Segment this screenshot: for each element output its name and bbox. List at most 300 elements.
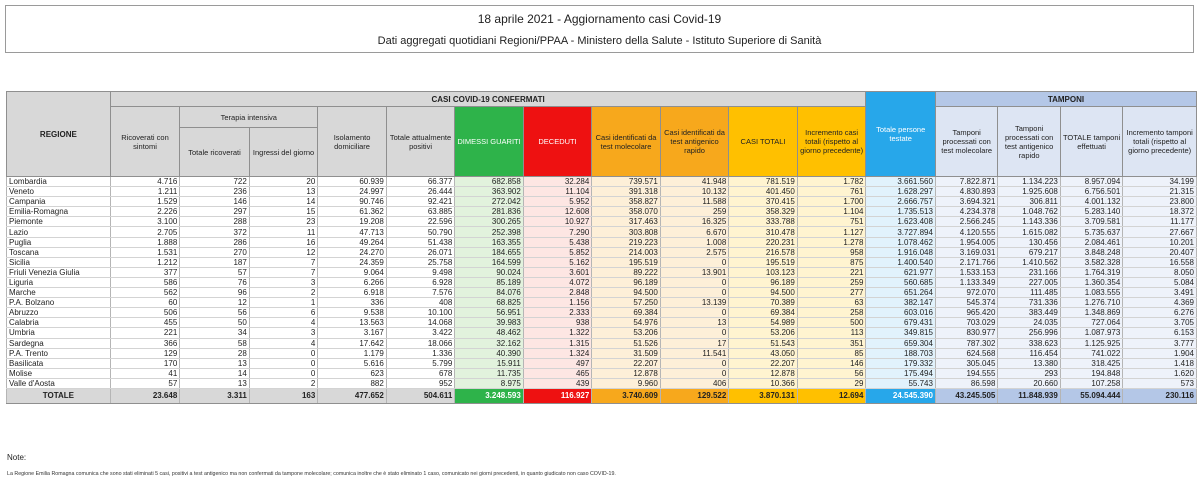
- total-cell: 12.694: [797, 388, 866, 403]
- total-cell: 3.248.593: [455, 388, 524, 403]
- table-cell: 14: [249, 197, 318, 207]
- total-cell: 230.116: [1123, 388, 1197, 403]
- table-cell: 195.519: [592, 257, 661, 267]
- table-cell: 48.462: [455, 328, 524, 338]
- table-cell: 573: [1123, 378, 1197, 388]
- column-header-persone-testate: Totale persone testate: [866, 92, 936, 177]
- table-cell: 3: [249, 277, 318, 287]
- table-cell: 1.418: [1123, 358, 1197, 368]
- table-cell: 4.072: [523, 277, 592, 287]
- table-cell: 0: [660, 257, 729, 267]
- table-cell: 22.207: [729, 358, 798, 368]
- table-cell: 129: [110, 348, 180, 358]
- region-name-cell: Liguria: [7, 277, 111, 287]
- table-cell: 4.830.893: [935, 187, 997, 197]
- table-cell: 2.848: [523, 288, 592, 298]
- table-cell: 1.315: [523, 338, 592, 348]
- total-cell: 3.311: [180, 388, 250, 403]
- column-header-regione: REGIONE: [7, 92, 111, 177]
- table-row: [7, 197, 1197, 207]
- table-row: [7, 338, 1197, 348]
- table-cell: 7.576: [386, 288, 455, 298]
- table-cell: 231.166: [998, 267, 1060, 277]
- region-name-cell: Basilicata: [7, 358, 111, 368]
- table-cell: 305.045: [935, 358, 997, 368]
- table-cell: 214.003: [592, 247, 661, 257]
- table-cell: 53.206: [729, 328, 798, 338]
- table-cell: 3.169.031: [935, 247, 997, 257]
- table-cell: 358.329: [729, 207, 798, 217]
- table-cell: 2.705: [110, 227, 180, 237]
- report-header: [5, 5, 1194, 53]
- table-cell: 11.735: [455, 368, 524, 378]
- table-cell: 51.543: [729, 338, 798, 348]
- table-cell: 0: [249, 368, 318, 378]
- table-cell: 219.223: [592, 237, 661, 247]
- table-cell: 28: [180, 348, 250, 358]
- table-cell: 1.087.973: [1060, 328, 1122, 338]
- table-row: [7, 348, 1197, 358]
- table-cell: 1.133.349: [935, 277, 997, 287]
- table-cell: 406: [660, 378, 729, 388]
- table-cell: 938: [523, 318, 592, 328]
- table-row: [7, 318, 1197, 328]
- table-cell: 13: [180, 378, 250, 388]
- table-cell: 4.234.378: [935, 207, 997, 217]
- table-row: [7, 227, 1197, 237]
- table-cell: 455: [110, 318, 180, 328]
- table-cell: 439: [523, 378, 592, 388]
- table-cell: 5.799: [386, 358, 455, 368]
- column-header-tamponi-incremento: Incremento tamponi totali (rispetto al giorno precedente): [1123, 107, 1197, 177]
- table-cell: 85: [797, 348, 866, 358]
- table-cell: 1.083.555: [1060, 288, 1122, 298]
- table-cell: 965.420: [935, 308, 997, 318]
- region-name-cell: Molise: [7, 368, 111, 378]
- table-cell: 8.050: [1123, 267, 1197, 277]
- table-cell: 10.927: [523, 217, 592, 227]
- region-name-cell: P.A. Trento: [7, 348, 111, 358]
- table-cell: 623: [318, 368, 387, 378]
- table-cell: 7.822.871: [935, 177, 997, 187]
- table-cell: 6.918: [318, 288, 387, 298]
- table-cell: 1.008: [660, 237, 729, 247]
- table-cell: 1.276.710: [1060, 298, 1122, 308]
- region-name-cell: P.A. Bolzano: [7, 298, 111, 308]
- table-cell: 1.322: [523, 328, 592, 338]
- table-cell: 5.438: [523, 237, 592, 247]
- table-cell: 952: [386, 378, 455, 388]
- table-cell: 678: [386, 368, 455, 378]
- table-cell: 3: [249, 328, 318, 338]
- table-cell: 221: [797, 267, 866, 277]
- table-cell: 603.016: [866, 308, 936, 318]
- table-cell: 259: [797, 277, 866, 287]
- table-cell: 85.189: [455, 277, 524, 287]
- table-cell: 5.952: [523, 197, 592, 207]
- table-cell: 3.705: [1123, 318, 1197, 328]
- table-cell: 256.996: [998, 328, 1060, 338]
- region-name-cell: Toscana: [7, 247, 111, 257]
- table-cell: 1.925.608: [998, 187, 1060, 197]
- table-cell: 63.885: [386, 207, 455, 217]
- total-cell: 477.652: [318, 388, 387, 403]
- table-cell: 1.700: [797, 197, 866, 207]
- table-cell: 281.836: [455, 207, 524, 217]
- table-cell: 1.533.153: [935, 267, 997, 277]
- table-cell: 41.948: [660, 177, 729, 187]
- table-cell: 53.206: [592, 328, 661, 338]
- column-header-ricoverati: Ricoverati con sintomi: [110, 107, 180, 177]
- total-cell: 43.245.505: [935, 388, 997, 403]
- table-cell: 545.374: [935, 298, 997, 308]
- table-cell: 179.332: [866, 358, 936, 368]
- table-cell: 363.902: [455, 187, 524, 197]
- table-cell: 6.670: [660, 227, 729, 237]
- table-cell: 103.123: [729, 267, 798, 277]
- table-cell: 306.811: [998, 197, 1060, 207]
- table-cell: 751: [797, 217, 866, 227]
- total-cell: 163: [249, 388, 318, 403]
- table-cell: 318.425: [1060, 358, 1122, 368]
- table-cell: 2.566.245: [935, 217, 997, 227]
- table-cell: 17: [660, 338, 729, 348]
- table-cell: 12.878: [592, 368, 661, 378]
- table-cell: 17.642: [318, 338, 387, 348]
- table-cell: 227.005: [998, 277, 1060, 287]
- table-cell: 391.318: [592, 187, 661, 197]
- table-cell: 679.217: [998, 247, 1060, 257]
- table-cell: 12.608: [523, 207, 592, 217]
- table-row: [7, 308, 1197, 318]
- table-cell: 787.302: [935, 338, 997, 348]
- table-cell: 351: [797, 338, 866, 348]
- table-cell: 1.212: [110, 257, 180, 267]
- table-cell: 1.179: [318, 348, 387, 358]
- table-cell: 22.207: [592, 358, 661, 368]
- table-cell: 2.226: [110, 207, 180, 217]
- table-cell: 3.777: [1123, 338, 1197, 348]
- table-cell: 170: [110, 358, 180, 368]
- column-header-tamponi-antigenico: Tamponi processati con test antigenico rapido: [998, 107, 1060, 177]
- table-cell: 303.808: [592, 227, 661, 237]
- table-cell: 288: [180, 217, 250, 227]
- table-cell: 5.084: [1123, 277, 1197, 287]
- total-cell: 504.611: [386, 388, 455, 403]
- table-cell: 5.735.637: [1060, 227, 1122, 237]
- table-cell: 216.578: [729, 247, 798, 257]
- table-cell: 0: [660, 328, 729, 338]
- table-row: [7, 358, 1197, 368]
- table-cell: 84.076: [455, 288, 524, 298]
- table-cell: 3.100: [110, 217, 180, 227]
- table-cell: 2.171.766: [935, 257, 997, 267]
- table-cell: 1.156: [523, 298, 592, 308]
- table-cell: 5.616: [318, 358, 387, 368]
- table-cell: 703.029: [935, 318, 997, 328]
- region-name-cell: Piemonte: [7, 217, 111, 227]
- table-cell: 0: [660, 308, 729, 318]
- table-cell: 727.064: [1060, 318, 1122, 328]
- table-cell: 3.601: [523, 267, 592, 277]
- table-cell: 1.531: [110, 247, 180, 257]
- table-cell: 1.143.336: [998, 217, 1060, 227]
- table-cell: 293: [998, 368, 1060, 378]
- report-subtitle: Dati aggregati quotidiani Regioni/PPAA - Ministero della Salute - Istituto Superiore di Sanità: [377, 35, 822, 47]
- region-name-cell: Sardegna: [7, 338, 111, 348]
- table-cell: 22.596: [386, 217, 455, 227]
- table-cell: 370.415: [729, 197, 798, 207]
- table-cell: 47.713: [318, 227, 387, 237]
- table-cell: 972.070: [935, 288, 997, 298]
- table-cell: 259: [660, 207, 729, 217]
- table-cell: 54.976: [592, 318, 661, 328]
- table-cell: 1.954.005: [935, 237, 997, 247]
- table-cell: 300.265: [455, 217, 524, 227]
- total-cell: 3.870.131: [729, 388, 798, 403]
- table-cell: 333.788: [729, 217, 798, 227]
- table-cell: 34.199: [1123, 177, 1197, 187]
- table-cell: 113: [797, 328, 866, 338]
- table-cell: 16: [249, 237, 318, 247]
- table-cell: 194.555: [935, 368, 997, 378]
- table-cell: 69.384: [729, 308, 798, 318]
- table-cell: 9.064: [318, 267, 387, 277]
- table-cell: 739.571: [592, 177, 661, 187]
- table-cell: 40.390: [455, 348, 524, 358]
- table-cell: 56: [180, 308, 250, 318]
- table-cell: 1.764.319: [1060, 267, 1122, 277]
- column-header-ti-ingressi: Ingressi del giorno: [249, 128, 318, 177]
- table-cell: 317.463: [592, 217, 661, 227]
- table-cell: 11.177: [1123, 217, 1197, 227]
- note-text: La Regione Emilia Romagna comunica che sono stati eliminati 5 casi, positivi a test antigenico ma non confermati da tampone molecolare; comunica inoltre che è stato eliminato 1 caso, comunicato nei giorni precedenti, in quanto giudicato non caso COVID-19.: [7, 471, 616, 477]
- table-cell: 96.189: [729, 277, 798, 287]
- column-header-tamponi-molecolare: Tamponi processati con test molecolare: [935, 107, 997, 177]
- note-label: Note:: [7, 453, 27, 462]
- table-cell: 187: [180, 257, 250, 267]
- table-cell: 562: [110, 288, 180, 298]
- table-cell: 1.127: [797, 227, 866, 237]
- table-cell: 2.575: [660, 247, 729, 257]
- table-cell: 1.400.540: [866, 257, 936, 267]
- table-cell: 11.541: [660, 348, 729, 358]
- column-header-incremento-casi: Incremento casi totali (rispetto al giorno precedente): [797, 107, 866, 177]
- table-cell: 722: [180, 177, 250, 187]
- table-cell: 34: [180, 328, 250, 338]
- table-cell: 61.362: [318, 207, 387, 217]
- table-cell: 221: [110, 328, 180, 338]
- table-cell: 13: [249, 187, 318, 197]
- table-cell: 68.825: [455, 298, 524, 308]
- table-cell: 586: [110, 277, 180, 287]
- region-name-cell: Puglia: [7, 237, 111, 247]
- table-cell: 58: [180, 338, 250, 348]
- table-cell: 11: [249, 227, 318, 237]
- table-cell: 15: [249, 207, 318, 217]
- table-cell: 336: [318, 298, 387, 308]
- table-cell: 3.422: [386, 328, 455, 338]
- table-cell: 32.162: [455, 338, 524, 348]
- table-cell: 163.355: [455, 237, 524, 247]
- table-cell: 6.276: [1123, 308, 1197, 318]
- table-cell: 659.304: [866, 338, 936, 348]
- region-name-cell: Veneto: [7, 187, 111, 197]
- region-name-cell: Abruzzo: [7, 308, 111, 318]
- table-row: [7, 277, 1197, 287]
- region-name-cell: Lazio: [7, 227, 111, 237]
- table-cell: 6.266: [318, 277, 387, 287]
- table-cell: 24.035: [998, 318, 1060, 328]
- table-cell: 0: [660, 358, 729, 368]
- table-cell: 506: [110, 308, 180, 318]
- table-cell: 5.162: [523, 257, 592, 267]
- table-cell: 10.132: [660, 187, 729, 197]
- table-row: [7, 187, 1197, 197]
- table-cell: 15.911: [455, 358, 524, 368]
- table-cell: 94.500: [592, 288, 661, 298]
- table-cell: 146: [797, 358, 866, 368]
- table-cell: 7: [249, 267, 318, 277]
- region-name-cell: Lombardia: [7, 177, 111, 187]
- table-cell: 1.125.925: [1060, 338, 1122, 348]
- region-name-cell: Campania: [7, 197, 111, 207]
- table-body: [7, 177, 1197, 404]
- table-row: [7, 207, 1197, 217]
- table-cell: 63: [797, 298, 866, 308]
- table-cell: 497: [523, 358, 592, 368]
- table-cell: 220.231: [729, 237, 798, 247]
- table-cell: 9.498: [386, 267, 455, 277]
- table-cell: 10.366: [729, 378, 798, 388]
- table-cell: 252.398: [455, 227, 524, 237]
- table-cell: 3.848.248: [1060, 247, 1122, 257]
- group-header-tamponi: TAMPONI: [935, 92, 1196, 107]
- table-cell: 12: [180, 298, 250, 308]
- region-name-cell: Marche: [7, 288, 111, 298]
- table-cell: 349.815: [866, 328, 936, 338]
- table-cell: 338.623: [998, 338, 1060, 348]
- region-name-cell: Valle d'Aosta: [7, 378, 111, 388]
- table-cell: 0: [249, 348, 318, 358]
- column-header-deceduti: DECEDUTI: [523, 107, 592, 177]
- table-cell: 1.048.762: [998, 207, 1060, 217]
- table-cell: 60: [110, 298, 180, 308]
- table-cell: 13.139: [660, 298, 729, 308]
- table-cell: 1.615.082: [998, 227, 1060, 237]
- table-cell: 1.336: [386, 348, 455, 358]
- column-header-molecolare: Casi identificati da test molecolare: [592, 107, 661, 177]
- table-cell: 1.782: [797, 177, 866, 187]
- table-cell: 1.360.354: [1060, 277, 1122, 287]
- table-cell: 1.211: [110, 187, 180, 197]
- table-cell: 27.667: [1123, 227, 1197, 237]
- table-cell: 377: [110, 267, 180, 277]
- table-cell: 1.916.048: [866, 247, 936, 257]
- table-cell: 29: [797, 378, 866, 388]
- table-cell: 383.449: [998, 308, 1060, 318]
- table-cell: 4: [249, 318, 318, 328]
- table-cell: 107.258: [1060, 378, 1122, 388]
- table-cell: 679.431: [866, 318, 936, 328]
- table-cell: 5.852: [523, 247, 592, 257]
- table-cell: 14: [180, 368, 250, 378]
- table-cell: 1.324: [523, 348, 592, 358]
- table-cell: 51.438: [386, 237, 455, 247]
- table-cell: 465: [523, 368, 592, 378]
- table-row: [7, 267, 1197, 277]
- table-row: [7, 257, 1197, 267]
- table-cell: 1.628.297: [866, 187, 936, 197]
- table-cell: 8.975: [455, 378, 524, 388]
- table-cell: 2: [249, 378, 318, 388]
- table-cell: 26.071: [386, 247, 455, 257]
- total-label-cell: TOTALE: [7, 388, 111, 403]
- covid-data-table: [6, 91, 1197, 404]
- table-cell: 621.977: [866, 267, 936, 277]
- table-cell: 310.478: [729, 227, 798, 237]
- group-header-casi: CASI COVID-19 CONFERMATI: [110, 92, 866, 107]
- table-cell: 358.827: [592, 197, 661, 207]
- table-cell: 16.558: [1123, 257, 1197, 267]
- table-cell: 3.491: [1123, 288, 1197, 298]
- table-cell: 3.582.328: [1060, 257, 1122, 267]
- table-cell: 6.153: [1123, 328, 1197, 338]
- table-cell: 20.660: [998, 378, 1060, 388]
- table-row: [7, 368, 1197, 378]
- table-cell: 60.939: [318, 177, 387, 187]
- total-cell: 55.094.444: [1060, 388, 1122, 403]
- table-cell: 16.325: [660, 217, 729, 227]
- table-cell: 96.189: [592, 277, 661, 287]
- table-cell: 69.384: [592, 308, 661, 318]
- column-header-tamponi-totale: TOTALE tamponi effettuati: [1060, 107, 1122, 177]
- table-cell: 21.315: [1123, 187, 1197, 197]
- table-cell: 286: [180, 237, 250, 247]
- table-cell: 382.147: [866, 298, 936, 308]
- table-cell: 86.598: [935, 378, 997, 388]
- table-cell: 49.264: [318, 237, 387, 247]
- table-cell: 50.790: [386, 227, 455, 237]
- table-cell: 56.951: [455, 308, 524, 318]
- table-cell: 1.134.223: [998, 177, 1060, 187]
- table-cell: 3.727.894: [866, 227, 936, 237]
- total-cell: 11.848.939: [998, 388, 1060, 403]
- table-cell: 70.389: [729, 298, 798, 308]
- table-cell: 0: [660, 277, 729, 287]
- table-cell: 24.270: [318, 247, 387, 257]
- table-cell: 651.264: [866, 288, 936, 298]
- table-cell: 50: [180, 318, 250, 328]
- table-cell: 24.359: [318, 257, 387, 267]
- column-header-ti-totale: Totale ricoverati: [180, 128, 250, 177]
- table-cell: 23.800: [1123, 197, 1197, 207]
- table-cell: 0: [660, 368, 729, 378]
- table-cell: 1.529: [110, 197, 180, 207]
- table-cell: 94.500: [729, 288, 798, 298]
- table-row: [7, 328, 1197, 338]
- total-cell: 24.545.390: [866, 388, 936, 403]
- table-cell: 682.858: [455, 177, 524, 187]
- table-cell: 7: [249, 257, 318, 267]
- table-cell: 57: [110, 378, 180, 388]
- table-cell: 57: [180, 267, 250, 277]
- region-name-cell: Umbria: [7, 328, 111, 338]
- table-cell: 761: [797, 187, 866, 197]
- table-cell: 270: [180, 247, 250, 257]
- table-row: [7, 247, 1197, 257]
- table-row: [7, 237, 1197, 247]
